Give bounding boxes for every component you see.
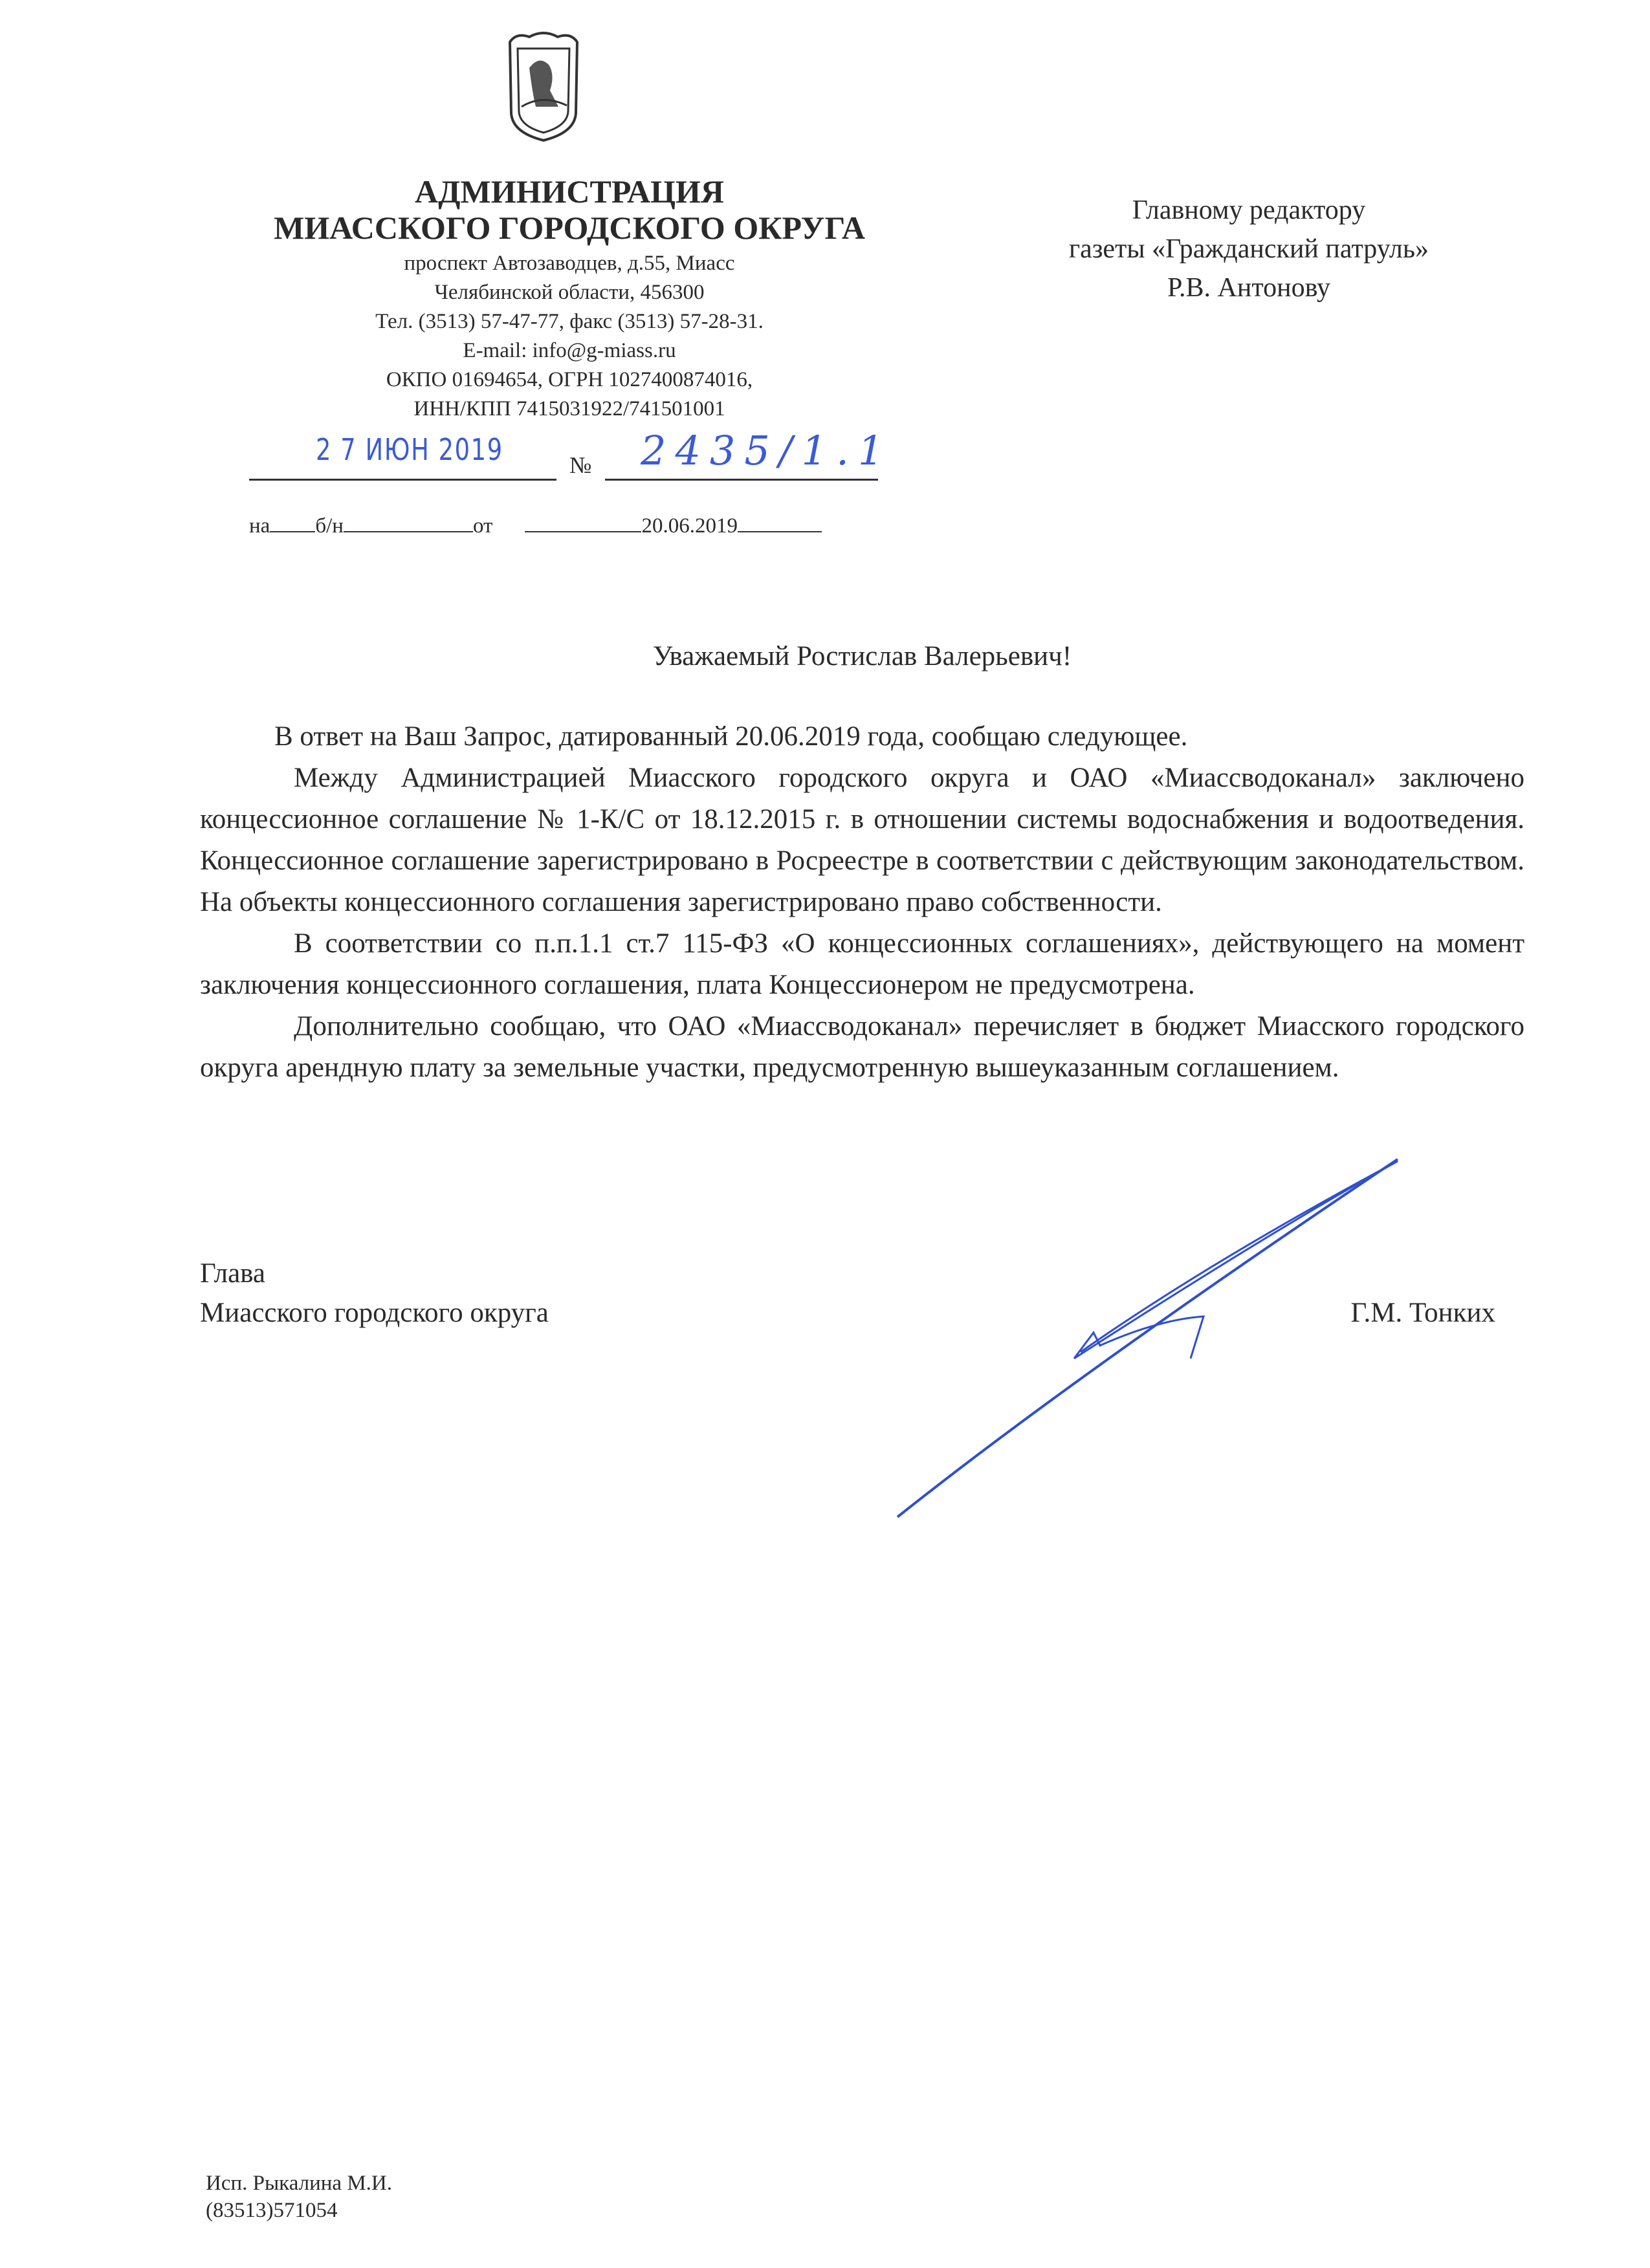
org-title-line-2: МИАССКОГО ГОРОДСКОГО ОКРУГА <box>274 210 865 246</box>
org-title-line-1: АДМИНИСТРАЦИЯ <box>415 173 724 210</box>
ref-date: 20.06.2019 <box>641 514 738 538</box>
paragraph: В соответствии со п.п.1.1 ст.7 115-ФЗ «О концессионных соглашениях», действующего на момент заключения концессионного соглашения, плата Концессионером не предусмотрена. <box>200 928 1524 1000</box>
org-phone-line: Тел. (3513) 57-47-77, факс (3513) 57-28-31. <box>375 310 764 333</box>
org-address-line: проспект Автозаводцев, д.55, Миасс <box>404 252 735 275</box>
paragraph: В ответ на Ваш Запрос, датированный 20.06.2019 года, сообщаю следующее. <box>274 721 1188 752</box>
handwritten-number: 2435/1.1 <box>641 427 893 474</box>
org-okpo-line: ОКПО 01694654, ОГРН 1027400874016, <box>386 368 753 391</box>
ref-from: от <box>472 514 493 538</box>
position-line: Глава <box>200 1258 265 1289</box>
coat-of-arms-emblem <box>503 29 584 146</box>
paragraph: Дополнительно сообщаю, что ОАО «Миассводоканал» перечисляет в бюджет Миасского городского округа арендную плату за земельные участки, предусмотренную вышеуказанным соглашением. <box>200 1011 1524 1083</box>
handwritten-signature <box>886 1145 1417 1533</box>
org-email-line: E-mail: info@g-miass.ru <box>463 339 676 362</box>
paragraph: Между Администрацией Миасского городского округа и ОАО «Миассводоканал» заключено концессионное соглашение № 1-К/С от 18.12.2015 г. в отношении системы водоснабжения и водоотведения. Концессионное соглашение зарегистрировано в Росреестре в соответствии с действующим законодательством. На объекты концессионного соглашения зарегистрировано право собственности. <box>200 763 1524 917</box>
ref-prefix: на <box>249 514 270 538</box>
position-line: Миасского городского округа <box>200 1298 549 1328</box>
date-stamp: 2 7 ИЮН 2019 <box>316 432 503 467</box>
addressee-line: Р.В. Антонову <box>1167 273 1331 303</box>
org-address-line: Челябинской области, 456300 <box>434 281 705 304</box>
letter-body <box>200 716 1524 1089</box>
number-label: № <box>569 452 592 478</box>
signatory-position <box>200 1254 549 1333</box>
ref-number: б/н <box>315 514 344 538</box>
executor-name: Исп. Рыкалина М.И. <box>206 2172 392 2195</box>
signatory-name: Г.М. Тонких <box>1350 1298 1495 1328</box>
number-underline <box>605 479 878 481</box>
org-inn-line: ИНН/КПП 7415031922/741501001 <box>413 397 725 420</box>
executor-phone: (83513)571054 <box>206 2199 338 2222</box>
addressee-line: газеты «Гражданский патруль» <box>1068 234 1429 264</box>
addressee-line: Главному редактору <box>1132 195 1366 225</box>
date-underline <box>249 479 556 481</box>
addressee-block <box>990 191 1508 307</box>
reference-line <box>249 514 822 538</box>
greeting: Уважаемый Ростислав Валерьевич! <box>652 641 1072 671</box>
